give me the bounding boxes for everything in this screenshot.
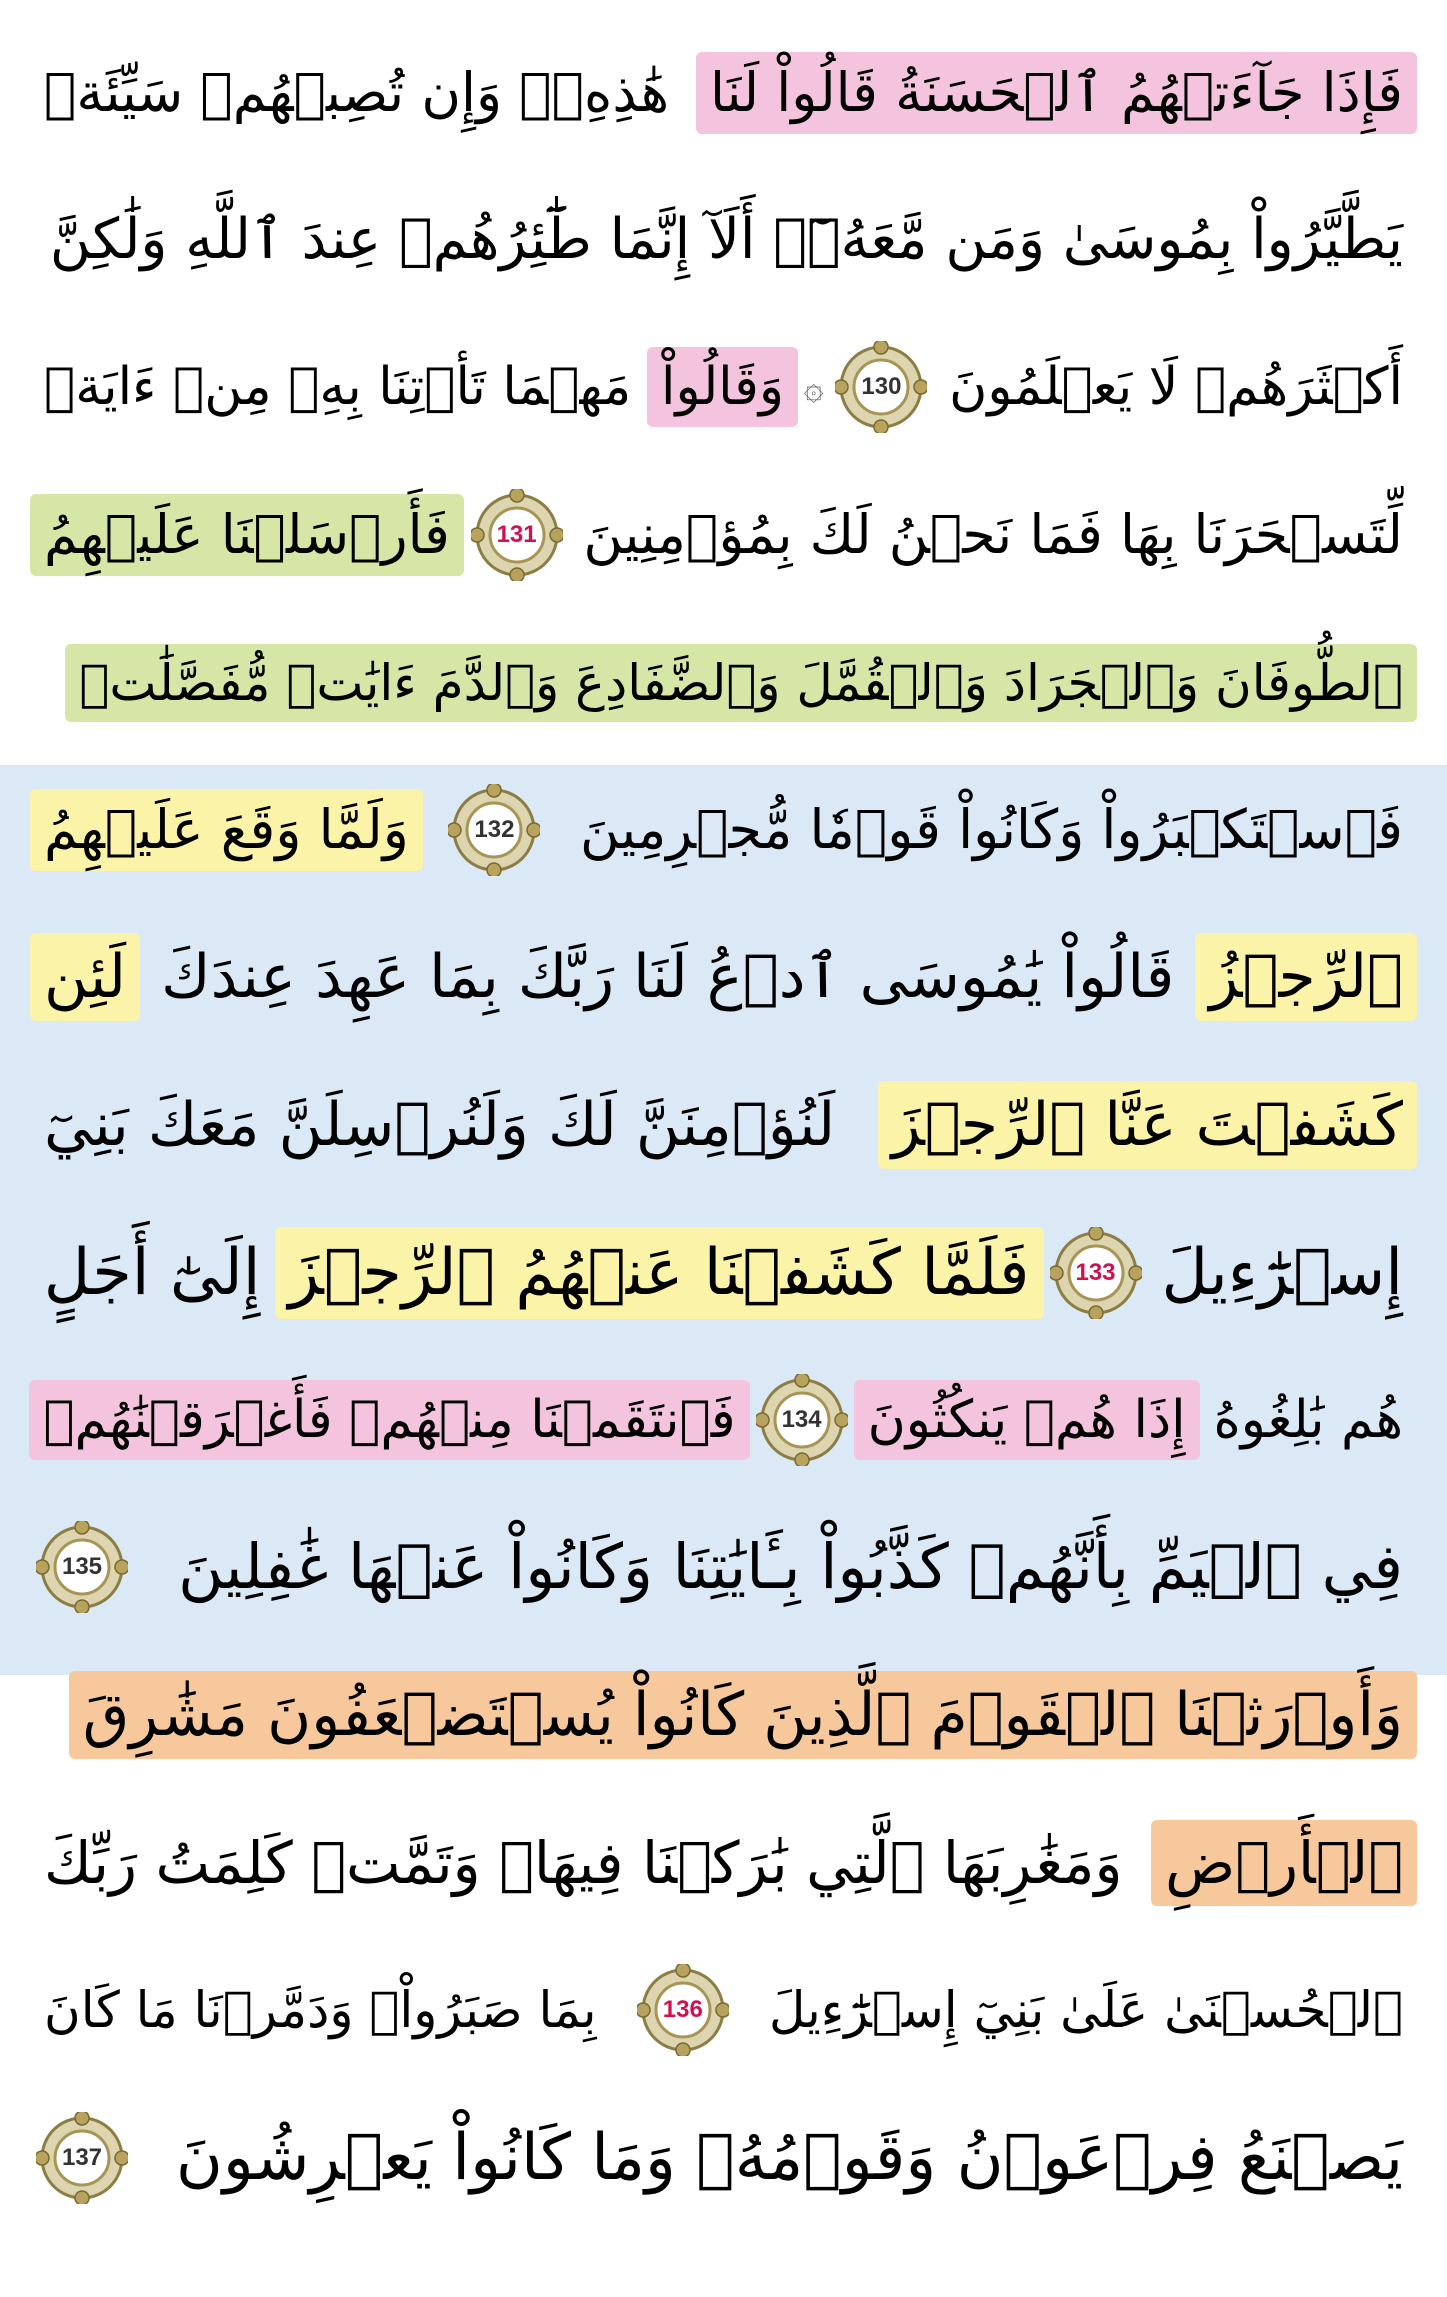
verse-line [30, 1935, 1417, 2085]
ayah-number: 132 [474, 816, 515, 843]
verse-line [30, 608, 1417, 758]
verse-text: لَنُؤۡمِنَنَّ لَكَ وَلَنُرۡسِلَنَّ مَعَكَ بَنِيٓ [44, 1090, 836, 1160]
ayah-number-marker [471, 489, 563, 581]
verse-line [30, 1050, 1417, 1200]
verse-text: فِي ٱلۡيَمِّ بِأَنَّهُمۡ كَذَّبُواْ بِـَٔايَٰتِنَا وَكَانُواْ عَنۡهَا غَٰفِلِينَ [178, 1530, 1403, 1603]
verse-line [30, 460, 1417, 610]
highlighted-verse-text: فَلَمَّا كَشَفۡنَا عَنۡهُمُ ٱلرِّجۡزَ [275, 1227, 1044, 1319]
highlighted-verse-text: كَشَفۡتَ عَنَّا ٱلرِّجۡزَ [878, 1081, 1417, 1169]
verse-line [30, 1640, 1417, 1790]
verse-line [30, 755, 1417, 905]
verse-text: قَالُواْ يَٰمُوسَى ٱدۡعُ لَنَا رَبَّكَ بِمَا عَهِدَ عِندَكَ [161, 942, 1175, 1012]
verse-line [30, 902, 1417, 1052]
ayah-number: 133 [1075, 1259, 1116, 1286]
highlighted-verse-text: إِذَا هُمۡ يَنكُثُونَ [854, 1380, 1200, 1460]
ayah-number: 134 [781, 1406, 822, 1433]
ayah-number-marker [756, 1374, 848, 1466]
highlighted-verse-text: فَٱنتَقَمۡنَا مِنۡهُمۡ فَأَغۡرَقۡنَٰهُمۡ [29, 1380, 749, 1460]
verse-line [30, 1345, 1417, 1495]
ayah-number-marker [1050, 1227, 1142, 1319]
ayah-number: 131 [496, 521, 537, 548]
verse-line [30, 1788, 1417, 1938]
highlighted-verse-text: فَإِذَا جَآءَتۡهُمُ ٱلۡحَسَنَةُ قَالُواْ لَنَا [696, 52, 1417, 134]
verse-text: هَٰذِهِۦۖ وَإِن تُصِبۡهُمۡ سَيِّئَةٞ [44, 61, 670, 124]
ayah-number: 137 [61, 2144, 103, 2171]
verse-line [30, 312, 1417, 462]
verse-text: هُم بَٰلِغُوهُ [1213, 1390, 1403, 1450]
highlighted-verse-text: وَأَوۡرَثۡنَا ٱلۡقَوۡمَ ٱلَّذِينَ كَانُواْ يُسۡتَضۡعَفُونَ مَشَٰرِقَ [69, 1671, 1417, 1759]
highlighted-verse-text: وَقَالُواْ [647, 347, 798, 427]
ayah-number: 135 [61, 1553, 103, 1580]
highlighted-verse-text: وَلَمَّا وَقَعَ عَلَيۡهِمُ [30, 789, 423, 871]
verse-text: لِّتَسۡحَرَنَا بِهَا فَمَا نَحۡنُ لَكَ بِمُؤۡمِنِينَ [583, 503, 1403, 566]
verse-text: إِلَىٰٓ أَجَلٍ [43, 1236, 261, 1310]
verse-text: وَمَغَٰرِبَهَا ٱلَّتِي بَٰرَكۡنَا فِيهَاۖ وَتَمَّتۡ كَلِمَتُ رَبِّكَ [44, 1829, 1123, 1897]
verse-text: ٱلۡحُسۡنَىٰ عَلَىٰ بَنِيٓ إِسۡرَٰٓءِيلَ [769, 1981, 1403, 2039]
highlighted-verse-text: لَئِن [30, 933, 140, 1021]
ayah-number-marker [637, 1964, 729, 2056]
verse-text: بِمَا صَبَرُواْۖ وَدَمَّرۡنَا مَا كَانَ [44, 1981, 597, 2039]
ayah-number-marker [835, 341, 927, 433]
verse-text: يَصۡنَعُ فِرۡعَوۡنُ وَقَوۡمُهُۥ وَمَا كَانُواْ يَعۡرِشُونَ [175, 2121, 1403, 2195]
highlighted-verse-text: فَأَرۡسَلۡنَا عَلَيۡهِمُ [30, 494, 464, 576]
verse-text: فَٱسۡتَكۡبَرُواْ وَكَانُواْ قَوۡمٗا مُّجۡرِمِينَ [579, 798, 1403, 861]
verse-line [30, 165, 1417, 315]
ayah-number-marker [36, 1521, 128, 1613]
ayah-number: 136 [662, 1996, 703, 2023]
verse-text: إِسۡرَٰٓءِيلَ [1161, 1236, 1403, 1310]
ayah-number-marker [36, 2112, 128, 2204]
verse-text: يَطَّيَّرُواْ بِمُوسَىٰ وَمَن مَّعَهُۥٓۗ أَلَآ إِنَّمَا طَٰٓئِرُهُمۡ عِندَ ٱللَّهِ وَلَٰكِنَّ [49, 207, 1403, 272]
highlighted-verse-text: ٱلۡأَرۡضِ [1151, 1820, 1417, 1906]
verse-line [30, 1492, 1417, 1642]
ayah-number: 130 [861, 373, 902, 400]
ayah-number-marker [448, 784, 540, 876]
verse-text: أَكۡثَرَهُمۡ لَا يَعۡلَمُونَ [949, 357, 1403, 417]
hizb-rosette-icon: ۞ [803, 367, 824, 408]
highlighted-verse-text: ٱلطُّوفَانَ وَٱلۡجَرَادَ وَٱلۡقُمَّلَ وَٱلضَّفَادِعَ وَٱلدَّمَ ءَايَٰتٖ مُّفَصَّلَٰتٖ [65, 644, 1417, 722]
verse-text: مَهۡمَا تَأۡتِنَا بِهِۦ مِنۡ ءَايَةٖ [44, 357, 632, 417]
verse-line [30, 1198, 1417, 1348]
verse-line [30, 2083, 1417, 2233]
verse-line [30, 18, 1417, 168]
highlighted-verse-text: ٱلرِّجۡزُ [1195, 933, 1417, 1021]
